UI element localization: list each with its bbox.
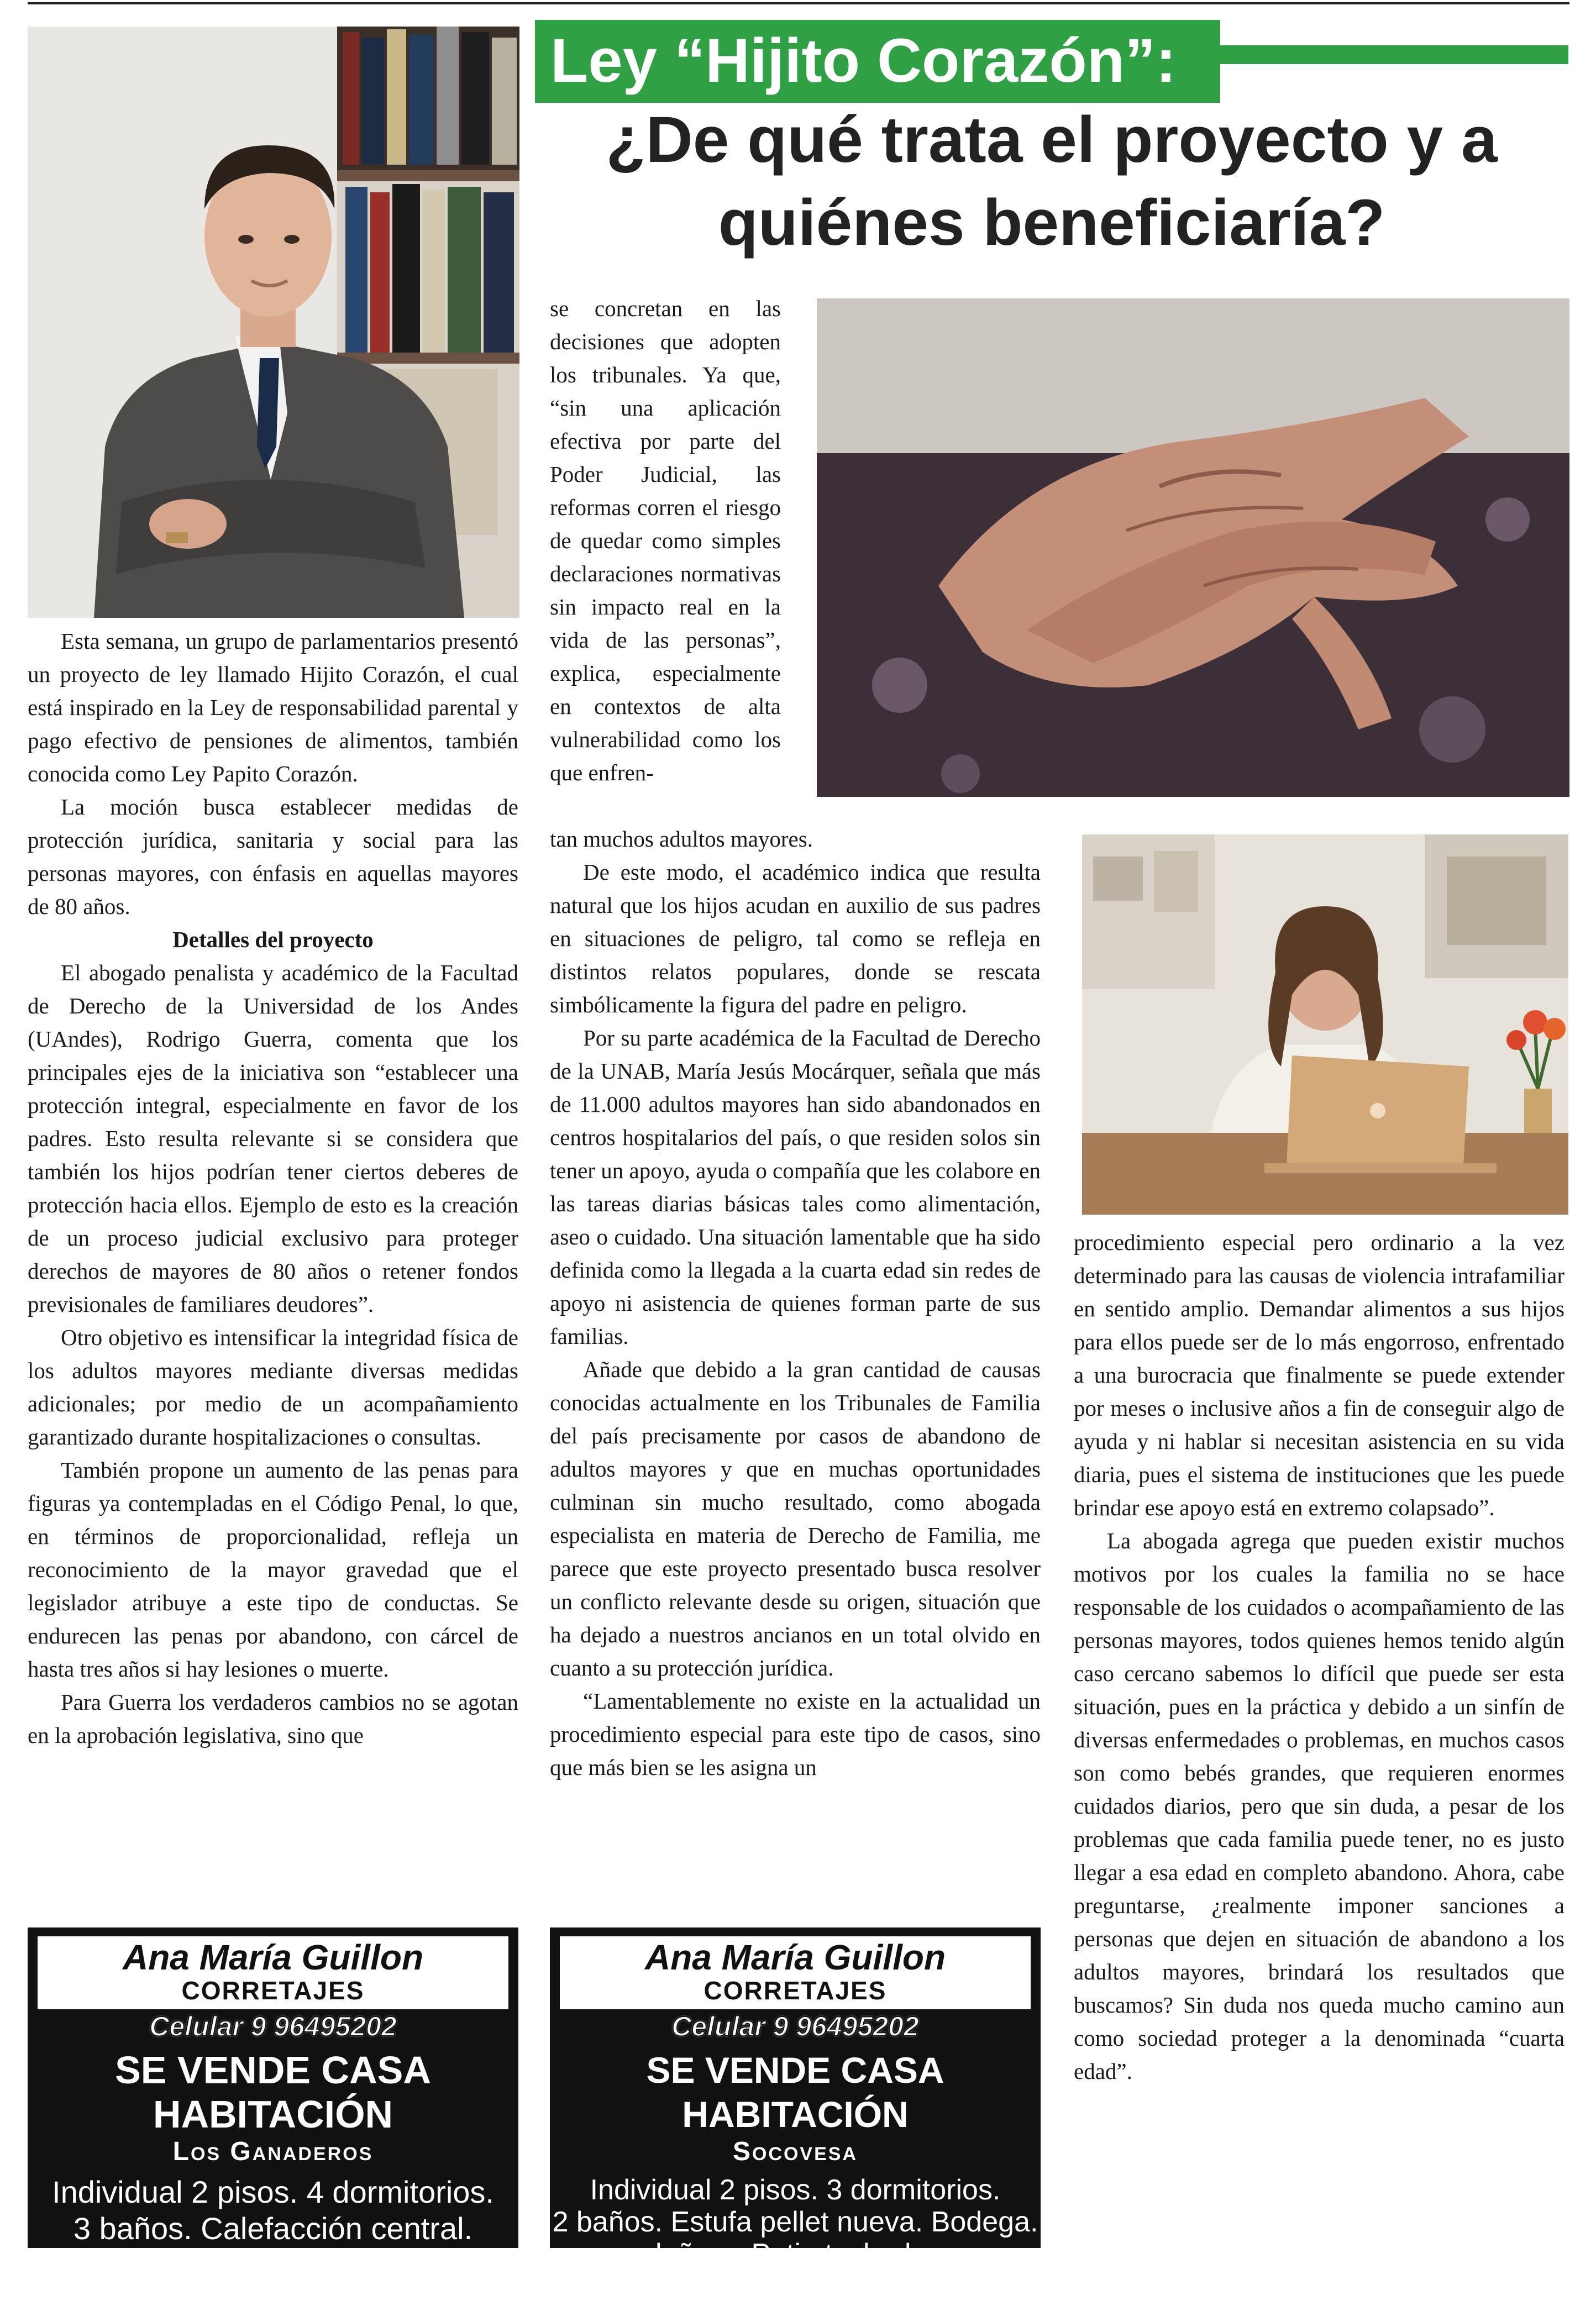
classified-ad-1 bbox=[28, 1927, 518, 2291]
ad1-agent-name: Ana María Guillon bbox=[122, 1937, 424, 1977]
col1-subhead: Detalles del proyecto bbox=[172, 927, 374, 952]
col2-paragraph-2: De este modo, el académico indica que resulta natural que los hijos acudan en auxilio de sus padres en situaciones de peligro, tal como se refleja en distintos relatos populares, donde se rescata simbólicamente la figura del padre en peligro. bbox=[550, 859, 1041, 1017]
col1-paragraph-5: También propone un aumento de las penas para figuras ya contempladas en el Código Penal, lo que, en términos de proporcionalidad, refleja un reconocimiento de la mayor gravedad que el legislador atribuye a este tipo de conductas. Se endurecen las penas por abandono, con cárcel de hasta tres años si hay lesiones o muerte. bbox=[28, 1457, 518, 1682]
ad1-desc-line-2: 3 baños. Calefacción central. bbox=[73, 2211, 473, 2246]
ad1-header bbox=[38, 1936, 508, 2009]
classified-ad-2 bbox=[550, 1927, 1041, 2309]
column-2-narrow bbox=[550, 292, 781, 789]
col1-paragraph-1: Esta semana, un grupo de parlamentarios presentó un proyecto de ley llamado Hijito Corazón, el cual está inspirado en la Ley de responsabilidad parental y pago efectivo de pensiones de alimentos, también conocida como Ley Papito Corazón. bbox=[28, 628, 518, 786]
ad2-subtitle: CORRETAJES bbox=[704, 1976, 887, 2005]
kicker-text: Ley “Hijito Corazón”: bbox=[550, 26, 1177, 95]
ad2-phone: Celular 9 96495202 bbox=[550, 2009, 1041, 2044]
col1-paragraph-2: La moción busca establecer medidas de protección jurídica, sanitaria y social para las personas mayores, con énfasis en aquellas mayores de 80 años. bbox=[28, 794, 518, 919]
ad1-price-prefix: Excelente estado - bbox=[34, 2256, 300, 2291]
photo-lawyer-woman bbox=[1082, 834, 1568, 1215]
col1-paragraph-4: Otro objetivo es intensificar la integridad física de los adultos mayores mediante diversas medidas adicionales; por medio de un acompañamiento garantizado durante hospitalizaciones o consultas. bbox=[28, 1325, 518, 1449]
ad2-desc-line-3: leñera. Patio techado. bbox=[655, 2238, 935, 2270]
photo-elderly-hands bbox=[817, 298, 1569, 797]
headline-line-1: ¿De qué trata el proyecto y a bbox=[606, 103, 1498, 176]
ad2-title: SE VENDE CASA HABITACIÓN bbox=[646, 2050, 944, 2135]
col3-paragraph-2: La abogada agrega que pueden existir muchos motivos por los cuales la familia no se hace responsable de los cuidados o acompañamiento de las personas mayores, todos quienes hemos tenido algún caso cercano sabemos lo difícil que puede ser esta situación, pues en la práctica y debido a un sinfín de diversas enfermedades o problemas, en muchos casos son como bebés grandes, que requieren enormes cuidados diarios, pero que sin duda, a pesar de los problemas que cada familia puede tener, no es justo llegar a esa edad en completo abandono. Ahora, cabe preguntarse, ¿realmente imponer sanciones a personas que dejen en situación de abandono a los adultos mayores, brindará los resultados que buscamos? Sin duda nos queda mucho camino aun como sociedad proteger a la denominada “cuarta edad”. bbox=[1074, 1528, 1565, 2084]
ad2-price-prefix: Excelente estado - bbox=[556, 2274, 822, 2309]
ad1-price-line bbox=[28, 2255, 518, 2293]
headline-kicker bbox=[535, 20, 1568, 103]
ad2-header bbox=[560, 1936, 1031, 2009]
ad1-title: SE VENDE CASA HABITACIÓN bbox=[115, 2049, 431, 2136]
column-1 bbox=[28, 624, 518, 1752]
col1-paragraph-6: Para Guerra los verdaderos cambios no se agotan en la aprobación legislativa, sino que bbox=[28, 1689, 518, 1748]
col2-paragraph-5: “Lamentablemente no existe en la actualidad un procedimiento especial para este tipo de casos, sino que más bien se les asigna un bbox=[550, 1688, 1041, 1780]
ad2-agent-name: Ana María Guillon bbox=[644, 1937, 946, 1977]
headline-line-2: quiénes beneficiaría? bbox=[718, 186, 1385, 259]
photo-lawyer-man bbox=[28, 27, 519, 618]
top-rule bbox=[28, 2, 1569, 4]
col2-paragraph-3: Por su parte académica de la Facultad de Derecho de la UNAB, María Jesús Mocárquer, señala que más de 11.000 adultos mayores han sido abandonados en centros hospitalarios del país, o que residen solos sin tener un apoyo, ayuda o compañía que les colabore en las tareas diarias básicas tales como alimentación, aseo o cuidado. Una situación lamentable que ha sido definida como la llegada a la cuarta edad sin redes de apoyo ni asistencia de quienes forman parte de sus familias. bbox=[550, 1025, 1041, 1349]
ad2-price-line bbox=[550, 2272, 1041, 2311]
column-2 bbox=[550, 822, 1041, 1784]
col1-paragraph-3: El abogado penalista y académico de la Facultad de Derecho de la Universidad de los Andes (UAndes), Rodrigo Guerra, comenta que los principales ejes de la iniciativa son “establecer una protección integral, especialmente en favor de los padres. Esto resulta relevante si se considera que también los hijos podrían tener ciertos deberes de protección hacia ellos. Ejemplo de esto es la creación de un proceso judicial exclusivo para proteger derechos de mayores de 80 años o retener fondos previsionales de familiares deudores”. bbox=[28, 960, 518, 1317]
ad1-price: Valor UF 5.000 bbox=[300, 2256, 512, 2291]
col2-paragraph-1: se concretan en las decisiones que adopten los tribunales. Ya que, “sin una aplicación efectiva por parte del Poder Judicial, las reformas corren el riesgo de quedar como simples declaraciones normativas sin impacto real en la vida de las personas”, explica, especialmente en contextos de alta vulnerabilidad como los que enfren- bbox=[550, 296, 781, 785]
col3-paragraph-1: procedimiento especial pero ordinario a la vez determinado para las causas de violencia intrafamiliar en sentido amplio. Demandar alimentos a sus hijos para ellos puede ser de lo más engorroso, enfrentado a una burocracia que finalmente se puede extender por meses o inclusive años a fin de conseguir algo de ayuda y ni hablar si necesitan asistencia en su vida diaria, pues el sistema de instituciones que les puede brindar ese apoyo está en extremo colapsado”. bbox=[1074, 1230, 1565, 1520]
kicker-accent-bar bbox=[1198, 45, 1568, 64]
ad1-subtitle: CORRETAJES bbox=[181, 1976, 365, 2005]
headline bbox=[535, 98, 1568, 264]
ad2-description bbox=[550, 2174, 1041, 2270]
ad2-location: Socovesa bbox=[732, 2137, 858, 2166]
ad2-price: Valor UF 4.500 bbox=[822, 2274, 1034, 2309]
ad1-location: Los Ganaderos bbox=[172, 2137, 374, 2166]
ad2-desc-line-2: 2 baños. Estufa pellet nueva. Bodega. bbox=[552, 2206, 1038, 2238]
col2-paragraph-1-end: tan muchos adultos mayores. bbox=[550, 826, 813, 852]
col2-paragraph-4: Añade que debido a la gran cantidad de causas conocidas actualmente en los Tribunales de Familia del país precisamente por casos de abandono de adultos mayores y que en muchas oportunidades culminan sin mucho resultado, como abogada especialista en materia de Derecho de Familia, me parece que este proyecto presentado busca resolver un conflicto relevante desde su origen, situación que ha dejado a nuestros ancianos en un total olvido en cuanto a su protección jurídica. bbox=[550, 1357, 1041, 1680]
ad1-description bbox=[28, 2174, 518, 2247]
column-3 bbox=[1074, 1226, 1565, 2088]
ad1-desc-line-1: Individual 2 pisos. 4 dormitorios. bbox=[52, 2175, 494, 2209]
ad2-desc-line-1: Individual 2 pisos. 3 dormitorios. bbox=[590, 2174, 1001, 2206]
ad1-phone: Celular 9 96495202 bbox=[28, 2009, 518, 2044]
